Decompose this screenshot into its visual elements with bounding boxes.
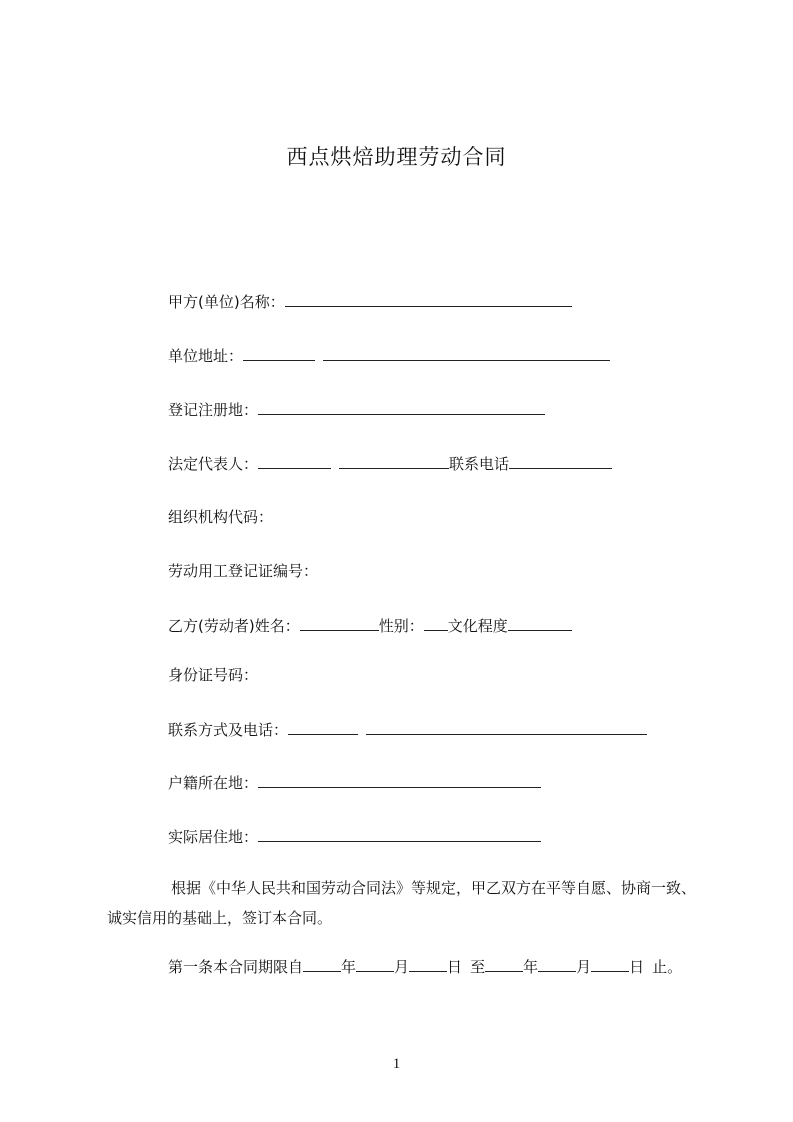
preamble-paragraph: [107, 873, 707, 933]
education-blank[interactable]: [508, 615, 572, 631]
registered-place-label: 登记注册地：: [168, 401, 259, 419]
end-day-label: 日: [629, 958, 645, 976]
residence-line: [168, 826, 541, 847]
unit-address-blank-2[interactable]: [323, 345, 610, 361]
residence-blank[interactable]: [258, 826, 541, 842]
end-year-blank[interactable]: [485, 956, 523, 972]
legal-rep-label: 法定代表人：: [168, 455, 259, 473]
labor-reg-line: [168, 561, 318, 581]
party-b-name-blank[interactable]: [300, 615, 379, 631]
contact-method-blank-2[interactable]: [366, 719, 647, 735]
start-year-blank[interactable]: [303, 956, 341, 972]
registered-place-line: [168, 399, 545, 420]
start-day-blank[interactable]: [409, 956, 447, 972]
end-month-blank[interactable]: [538, 956, 576, 972]
preamble-text: 根据《中华人民共和国劳动合同法》等规定，甲乙双方在平等自愿、协商一致、诚实信用的基础上，签订本合同。: [107, 879, 697, 927]
education-label: 文化程度: [447, 617, 508, 635]
page-number: 1: [392, 1056, 401, 1072]
to-label: 至: [470, 958, 486, 976]
legal-rep-blank-2[interactable]: [339, 453, 449, 469]
start-month-label: 月: [394, 958, 410, 976]
household-reg-line: [168, 772, 541, 793]
article-1-lead: 第一条本合同期限自: [168, 958, 304, 976]
household-reg-blank[interactable]: [258, 772, 541, 788]
contact-method-line: [168, 719, 647, 740]
article-1-line: [168, 956, 682, 977]
legal-rep-line: [168, 453, 612, 474]
unit-address-label: 单位地址：: [168, 347, 244, 365]
unit-address-line: [168, 345, 610, 366]
party-b-name-label: 乙方(劳动者)姓名：: [168, 617, 300, 635]
registered-place-blank[interactable]: [258, 399, 545, 415]
contact-phone-label: 联系电话: [449, 455, 510, 473]
unit-address-blank-1[interactable]: [243, 345, 315, 361]
contract-title: 西点烘焙助理劳动合同: [286, 145, 507, 169]
party-a-name-label: 甲方(单位)名称：: [168, 293, 285, 311]
start-day-label: 日: [447, 958, 463, 976]
residence-label: 实际居住地：: [168, 828, 259, 846]
id-number-label: 身份证号码：: [168, 666, 259, 684]
contact-phone-blank[interactable]: [509, 453, 612, 469]
household-reg-label: 户籍所在地：: [168, 774, 259, 792]
gender-label: 性别：: [378, 617, 424, 635]
id-number-line: [168, 665, 258, 685]
end-label: 止。: [652, 958, 683, 976]
labor-reg-label: 劳动用工登记证编号：: [168, 562, 319, 580]
end-year-label: 年: [523, 958, 539, 976]
contact-method-blank-1[interactable]: [288, 719, 358, 735]
legal-rep-blank-1[interactable]: [258, 453, 331, 469]
party-b-name-line: [168, 615, 572, 636]
end-month-label: 月: [576, 958, 592, 976]
start-month-blank[interactable]: [356, 956, 394, 972]
party-a-name-line: [168, 291, 572, 312]
contact-method-label: 联系方式及电话：: [168, 721, 289, 739]
org-code-line: [168, 507, 273, 527]
end-day-blank[interactable]: [591, 956, 629, 972]
start-year-label: 年: [341, 958, 357, 976]
gender-blank[interactable]: [424, 615, 448, 631]
party-a-name-blank[interactable]: [285, 291, 572, 307]
org-code-label: 组织机构代码：: [168, 508, 274, 526]
